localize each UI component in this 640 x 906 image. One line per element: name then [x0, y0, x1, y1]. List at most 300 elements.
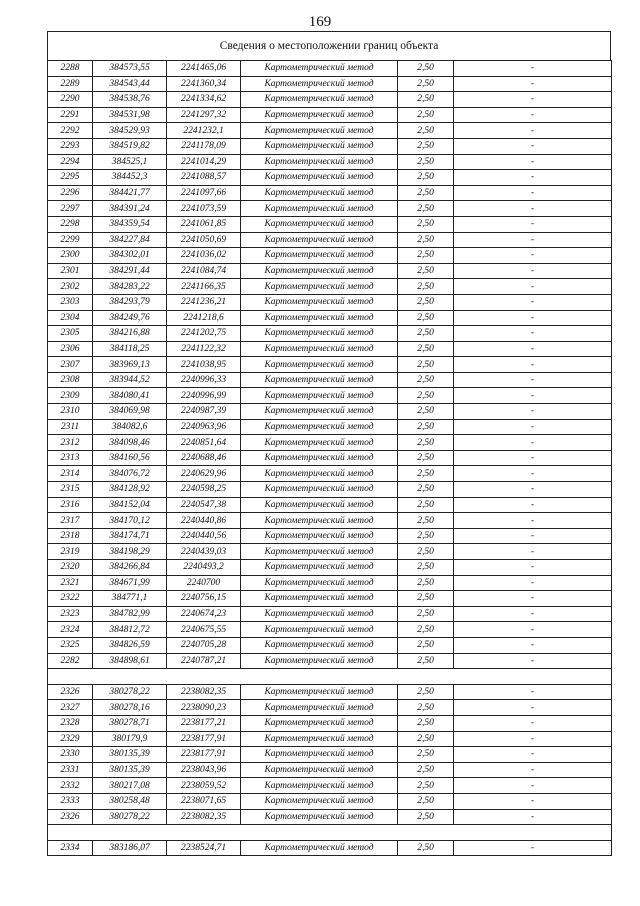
cell-note: - [454, 248, 612, 264]
table-row [48, 466, 612, 482]
cell-note: - [454, 731, 612, 747]
cell-coord-x: 384421,77 [93, 185, 167, 201]
table-row [48, 622, 612, 638]
table-row [48, 154, 612, 170]
cell-method: Картометрический метод [241, 123, 398, 139]
cell-note: - [454, 544, 612, 560]
cell-method: Картометрический метод [241, 544, 398, 560]
table-row [48, 637, 612, 653]
cell-method: Картометрический метод [241, 809, 398, 825]
cell-accuracy: 2,50 [398, 497, 454, 513]
table-row [48, 747, 612, 763]
table-row [48, 326, 612, 342]
page-number: 169 [308, 14, 332, 30]
cell-point-number: 2314 [48, 466, 93, 482]
cell-coord-x: 384671,99 [93, 575, 167, 591]
table-row [48, 606, 612, 622]
cell-method: Картометрический метод [241, 528, 398, 544]
table-row [48, 513, 612, 529]
cell-point-number: 2303 [48, 294, 93, 310]
cell-coord-y: 2238071,65 [167, 793, 241, 809]
cell-coord-y: 2241088,57 [167, 170, 241, 186]
cell-point-number: 2324 [48, 622, 93, 638]
cell-point-number: 2305 [48, 326, 93, 342]
table-row [48, 482, 612, 498]
cell-coord-x: 384531,98 [93, 107, 167, 123]
cell-note: - [454, 715, 612, 731]
cell-note: - [454, 513, 612, 529]
cell-method: Картометрический метод [241, 341, 398, 357]
cell-coord-x: 384128,92 [93, 482, 167, 498]
cell-coord-y: 2238177,91 [167, 731, 241, 747]
cell-point-number: 2291 [48, 107, 93, 123]
cell-method: Картометрический метод [241, 232, 398, 248]
cell-coord-y: 2238059,52 [167, 778, 241, 794]
cell-coord-y: 2241360,34 [167, 76, 241, 92]
cell-coord-x: 380217,08 [93, 778, 167, 794]
cell-accuracy: 2,50 [398, 435, 454, 451]
cell-method: Картометрический метод [241, 61, 398, 77]
table-row [48, 294, 612, 310]
cell-note: - [454, 497, 612, 513]
cell-coord-y: 2238090,23 [167, 700, 241, 716]
cell-accuracy: 2,50 [398, 793, 454, 809]
cell-note: - [454, 591, 612, 607]
cell-method: Картометрический метод [241, 201, 398, 217]
cell-note: - [454, 76, 612, 92]
cell-note: - [454, 263, 612, 279]
cell-coord-y: 2241014,29 [167, 154, 241, 170]
cell-point-number: 2311 [48, 419, 93, 435]
cell-method: Картометрический метод [241, 435, 398, 451]
table-row [48, 138, 612, 154]
cell-note: - [454, 840, 612, 856]
cell-point-number: 2289 [48, 76, 93, 92]
cell-point-number: 2307 [48, 357, 93, 373]
cell-accuracy: 2,50 [398, 637, 454, 653]
cell-point-number: 2329 [48, 731, 93, 747]
cell-method: Картометрический метод [241, 279, 398, 295]
cell-note: - [454, 341, 612, 357]
cell-note: - [454, 622, 612, 638]
cell-note: - [454, 482, 612, 498]
cell-accuracy: 2,50 [398, 419, 454, 435]
cell-coord-x: 384771,1 [93, 591, 167, 607]
cell-note: - [454, 684, 612, 700]
cell-method: Картометрический метод [241, 326, 398, 342]
cell-coord-y: 2240963,96 [167, 419, 241, 435]
cell-coord-y: 2238177,91 [167, 747, 241, 763]
cell-method: Картометрический метод [241, 700, 398, 716]
cell-accuracy: 2,50 [398, 404, 454, 420]
table-row [48, 700, 612, 716]
cell-point-number: 2310 [48, 404, 93, 420]
cell-accuracy: 2,50 [398, 61, 454, 77]
separator-cell [48, 669, 612, 685]
table-row [48, 653, 612, 669]
table-row [48, 450, 612, 466]
table-row [48, 419, 612, 435]
cell-accuracy: 2,50 [398, 731, 454, 747]
cell-method: Картометрический метод [241, 294, 398, 310]
cell-note: - [454, 388, 612, 404]
cell-accuracy: 2,50 [398, 92, 454, 108]
cell-accuracy: 2,50 [398, 528, 454, 544]
cell-coord-y: 2241097,66 [167, 185, 241, 201]
cell-coord-x: 384069,98 [93, 404, 167, 420]
cell-coord-y: 2241038,95 [167, 357, 241, 373]
cell-accuracy: 2,50 [398, 388, 454, 404]
cell-coord-x: 380135,39 [93, 747, 167, 763]
cell-method: Картометрический метод [241, 216, 398, 232]
cell-note: - [454, 232, 612, 248]
cell-method: Картометрический метод [241, 263, 398, 279]
cell-method: Картометрический метод [241, 357, 398, 373]
cell-coord-y: 2241232,1 [167, 123, 241, 139]
cell-coord-y: 2240996,99 [167, 388, 241, 404]
cell-point-number: 2304 [48, 310, 93, 326]
cell-note: - [454, 201, 612, 217]
coordinates-table [47, 60, 612, 856]
cell-coord-y: 2240851,64 [167, 435, 241, 451]
cell-method: Картометрический метод [241, 622, 398, 638]
cell-method: Картометрический метод [241, 575, 398, 591]
cell-accuracy: 2,50 [398, 762, 454, 778]
cell-coord-x: 380278,71 [93, 715, 167, 731]
cell-coord-y: 2238082,35 [167, 809, 241, 825]
cell-note: - [454, 653, 612, 669]
cell-point-number: 2313 [48, 450, 93, 466]
cell-coord-y: 2240493,2 [167, 560, 241, 576]
cell-point-number: 2297 [48, 201, 93, 217]
cell-accuracy: 2,50 [398, 232, 454, 248]
cell-coord-y: 2241061,85 [167, 216, 241, 232]
cell-method: Картометрический метод [241, 497, 398, 513]
cell-coord-x: 384293,79 [93, 294, 167, 310]
cell-coord-x: 384249,76 [93, 310, 167, 326]
cell-note: - [454, 294, 612, 310]
cell-note: - [454, 793, 612, 809]
cell-coord-x: 384266,84 [93, 560, 167, 576]
table-row [48, 762, 612, 778]
cell-coord-x: 384082,6 [93, 419, 167, 435]
cell-coord-y: 2240440,86 [167, 513, 241, 529]
cell-accuracy: 2,50 [398, 482, 454, 498]
cell-point-number: 2316 [48, 497, 93, 513]
table-row [48, 715, 612, 731]
section-separator [48, 825, 612, 841]
cell-accuracy: 2,50 [398, 809, 454, 825]
cell-method: Картометрический метод [241, 684, 398, 700]
cell-note: - [454, 575, 612, 591]
cell-coord-x: 384080,41 [93, 388, 167, 404]
table-row [48, 107, 612, 123]
table-row [48, 232, 612, 248]
cell-coord-y: 2241073,59 [167, 201, 241, 217]
cell-note: - [454, 216, 612, 232]
cell-point-number: 2315 [48, 482, 93, 498]
cell-coord-y: 2240675,55 [167, 622, 241, 638]
table-row [48, 544, 612, 560]
cell-coord-x: 380179,9 [93, 731, 167, 747]
table-row [48, 731, 612, 747]
cell-coord-x: 384098,46 [93, 435, 167, 451]
cell-accuracy: 2,50 [398, 310, 454, 326]
table-row [48, 170, 612, 186]
cell-coord-x: 380135,39 [93, 762, 167, 778]
cell-coord-x: 384170,12 [93, 513, 167, 529]
cell-accuracy: 2,50 [398, 107, 454, 123]
table-row [48, 279, 612, 295]
cell-coord-x: 384525,1 [93, 154, 167, 170]
table-row [48, 185, 612, 201]
cell-accuracy: 2,50 [398, 575, 454, 591]
cell-note: - [454, 637, 612, 653]
cell-point-number: 2296 [48, 185, 93, 201]
coordinates-table-body [48, 61, 612, 856]
cell-point-number: 2327 [48, 700, 93, 716]
cell-point-number: 2300 [48, 248, 93, 264]
cell-point-number: 2321 [48, 575, 93, 591]
cell-method: Картометрический метод [241, 310, 398, 326]
cell-accuracy: 2,50 [398, 684, 454, 700]
cell-point-number: 2333 [48, 793, 93, 809]
cell-accuracy: 2,50 [398, 357, 454, 373]
cell-coord-x: 384291,44 [93, 263, 167, 279]
cell-note: - [454, 326, 612, 342]
cell-note: - [454, 466, 612, 482]
cell-coord-y: 2240705,28 [167, 637, 241, 653]
table-row [48, 248, 612, 264]
cell-accuracy: 2,50 [398, 747, 454, 763]
cell-accuracy: 2,50 [398, 341, 454, 357]
cell-method: Картометрический метод [241, 107, 398, 123]
cell-method: Картометрический метод [241, 154, 398, 170]
cell-coord-y: 2241122,32 [167, 341, 241, 357]
cell-point-number: 2309 [48, 388, 93, 404]
cell-coord-x: 384302,01 [93, 248, 167, 264]
cell-coord-x: 384216,88 [93, 326, 167, 342]
cell-note: - [454, 809, 612, 825]
cell-accuracy: 2,50 [398, 715, 454, 731]
cell-method: Картометрический метод [241, 606, 398, 622]
cell-point-number: 2330 [48, 747, 93, 763]
cell-coord-y: 2240996,33 [167, 372, 241, 388]
cell-point-number: 2331 [48, 762, 93, 778]
cell-coord-x: 380258,48 [93, 793, 167, 809]
cell-point-number: 2326 [48, 684, 93, 700]
cell-point-number: 2306 [48, 341, 93, 357]
cell-method: Картометрический метод [241, 591, 398, 607]
cell-coord-y: 2241036,02 [167, 248, 241, 264]
cell-coord-x: 384198,29 [93, 544, 167, 560]
cell-note: - [454, 778, 612, 794]
table-row [48, 528, 612, 544]
cell-note: - [454, 762, 612, 778]
cell-accuracy: 2,50 [398, 248, 454, 264]
table-row [48, 341, 612, 357]
cell-coord-x: 384076,72 [93, 466, 167, 482]
table-row [48, 793, 612, 809]
cell-method: Картометрический метод [241, 248, 398, 264]
cell-accuracy: 2,50 [398, 622, 454, 638]
cell-coord-x: 384118,25 [93, 341, 167, 357]
cell-method: Картометрический метод [241, 747, 398, 763]
cell-note: - [454, 138, 612, 154]
cell-accuracy: 2,50 [398, 653, 454, 669]
cell-coord-y: 2241166,35 [167, 279, 241, 295]
cell-point-number: 2282 [48, 653, 93, 669]
cell-coord-y: 2240756,15 [167, 591, 241, 607]
cell-method: Картометрический метод [241, 76, 398, 92]
cell-coord-x: 383969,13 [93, 357, 167, 373]
cell-accuracy: 2,50 [398, 840, 454, 856]
cell-accuracy: 2,50 [398, 466, 454, 482]
cell-note: - [454, 61, 612, 77]
cell-coord-y: 2240598,25 [167, 482, 241, 498]
table-row [48, 497, 612, 513]
cell-accuracy: 2,50 [398, 544, 454, 560]
cell-note: - [454, 185, 612, 201]
table-row [48, 435, 612, 451]
cell-coord-y: 2241202,75 [167, 326, 241, 342]
cell-coord-y: 2240439,03 [167, 544, 241, 560]
cell-coord-y: 2241465,06 [167, 61, 241, 77]
cell-accuracy: 2,50 [398, 279, 454, 295]
cell-accuracy: 2,50 [398, 700, 454, 716]
section-separator [48, 669, 612, 685]
cell-method: Картометрический метод [241, 92, 398, 108]
cell-point-number: 2299 [48, 232, 93, 248]
cell-method: Картометрический метод [241, 185, 398, 201]
table-row [48, 263, 612, 279]
cell-point-number: 2298 [48, 216, 93, 232]
cell-accuracy: 2,50 [398, 294, 454, 310]
cell-point-number: 2323 [48, 606, 93, 622]
cell-note: - [454, 357, 612, 373]
cell-coord-x: 384826,59 [93, 637, 167, 653]
cell-point-number: 2302 [48, 279, 93, 295]
table-row [48, 61, 612, 77]
cell-coord-y: 2238524,71 [167, 840, 241, 856]
cell-method: Картометрический метод [241, 404, 398, 420]
cell-point-number: 2328 [48, 715, 93, 731]
table-row [48, 591, 612, 607]
cell-method: Картометрический метод [241, 170, 398, 186]
table-row [48, 778, 612, 794]
cell-accuracy: 2,50 [398, 372, 454, 388]
cell-method: Картометрический метод [241, 388, 398, 404]
cell-note: - [454, 123, 612, 139]
cell-point-number: 2326 [48, 809, 93, 825]
cell-point-number: 2288 [48, 61, 93, 77]
cell-coord-y: 2241050,69 [167, 232, 241, 248]
cell-coord-y: 2241334,62 [167, 92, 241, 108]
cell-accuracy: 2,50 [398, 170, 454, 186]
cell-method: Картометрический метод [241, 466, 398, 482]
cell-coord-x: 384543,44 [93, 76, 167, 92]
table-row [48, 310, 612, 326]
cell-note: - [454, 310, 612, 326]
cell-note: - [454, 435, 612, 451]
cell-coord-y: 2241178,09 [167, 138, 241, 154]
cell-coord-x: 384359,54 [93, 216, 167, 232]
cell-accuracy: 2,50 [398, 778, 454, 794]
cell-accuracy: 2,50 [398, 185, 454, 201]
cell-coord-x: 383944,52 [93, 372, 167, 388]
cell-method: Картометрический метод [241, 840, 398, 856]
cell-coord-x: 384519,82 [93, 138, 167, 154]
cell-coord-x: 384782,99 [93, 606, 167, 622]
table-row [48, 575, 612, 591]
cell-point-number: 2301 [48, 263, 93, 279]
separator-cell [48, 825, 612, 841]
cell-coord-x: 384391,24 [93, 201, 167, 217]
cell-accuracy: 2,50 [398, 201, 454, 217]
cell-method: Картометрический метод [241, 762, 398, 778]
table-row [48, 123, 612, 139]
cell-coord-x: 384452,3 [93, 170, 167, 186]
boundary-table-frame [47, 31, 611, 856]
cell-accuracy: 2,50 [398, 591, 454, 607]
cell-coord-x: 384283,22 [93, 279, 167, 295]
cell-coord-x: 384529,93 [93, 123, 167, 139]
table-row [48, 216, 612, 232]
cell-point-number: 2332 [48, 778, 93, 794]
cell-note: - [454, 560, 612, 576]
cell-coord-x: 380278,22 [93, 684, 167, 700]
cell-note: - [454, 279, 612, 295]
cell-accuracy: 2,50 [398, 154, 454, 170]
cell-coord-x: 384898,61 [93, 653, 167, 669]
cell-coord-x: 384152,04 [93, 497, 167, 513]
cell-accuracy: 2,50 [398, 263, 454, 279]
cell-coord-x: 384573,55 [93, 61, 167, 77]
cell-coord-y: 2240674,23 [167, 606, 241, 622]
cell-method: Картометрический метод [241, 419, 398, 435]
cell-point-number: 2319 [48, 544, 93, 560]
cell-note: - [454, 419, 612, 435]
cell-accuracy: 2,50 [398, 606, 454, 622]
cell-coord-y: 2238177,21 [167, 715, 241, 731]
cell-method: Картометрический метод [241, 450, 398, 466]
cell-accuracy: 2,50 [398, 513, 454, 529]
cell-note: - [454, 107, 612, 123]
cell-note: - [454, 528, 612, 544]
cell-method: Картометрический метод [241, 653, 398, 669]
cell-coord-x: 380278,22 [93, 809, 167, 825]
cell-method: Картометрический метод [241, 793, 398, 809]
cell-coord-y: 2241084,74 [167, 263, 241, 279]
cell-method: Картометрический метод [241, 731, 398, 747]
table-row [48, 92, 612, 108]
cell-note: - [454, 450, 612, 466]
cell-note: - [454, 404, 612, 420]
cell-method: Картометрический метод [241, 138, 398, 154]
table-row [48, 76, 612, 92]
cell-coord-y: 2241297,32 [167, 107, 241, 123]
cell-coord-x: 384538,76 [93, 92, 167, 108]
table-row [48, 201, 612, 217]
cell-coord-y: 2238043,96 [167, 762, 241, 778]
cell-point-number: 2308 [48, 372, 93, 388]
cell-point-number: 2292 [48, 123, 93, 139]
cell-accuracy: 2,50 [398, 326, 454, 342]
cell-note: - [454, 92, 612, 108]
table-row [48, 404, 612, 420]
cell-point-number: 2290 [48, 92, 93, 108]
cell-note: - [454, 170, 612, 186]
